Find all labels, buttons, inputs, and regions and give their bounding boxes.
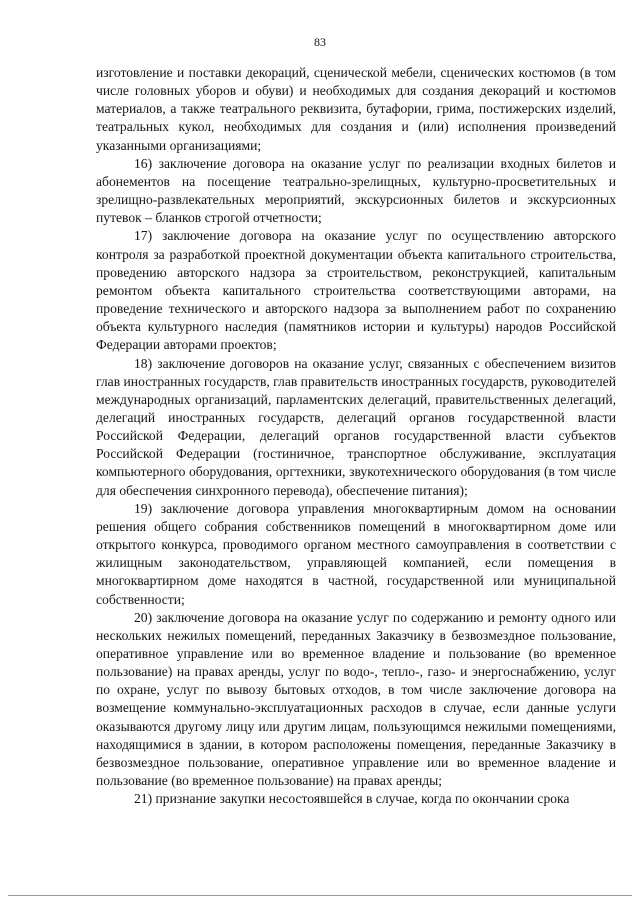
paragraph-item-19: 19) заключение договора управления многоквартирным домом на основании решения общего собрания собственников помещений в многоквартирном доме или открытого конкурса, проводимого органом местного самоуправления в соответствии с жилищным законодательством, управляющей компанией, если помещения в многоквартирном доме находятся в частной, государственной или муниципальной собственности; [96,500,616,607]
page-number: 83 [314,35,326,49]
bottom-divider [8,895,632,896]
paragraph-item-16: 16) заключение договора на оказание услуг по реализации входных билетов и абонементов на посещение театрально-зрелищных, культурно-просветительных и зрелищно-развлекательных мероприятий, экскурсионных билетов и экскурсионных путевок – бланков строгой отчетности; [96,155,616,226]
paragraph-item-21: 21) признание закупки несостоявшейся в случае, когда по окончании срока [134,791,570,807]
document-body [96,64,616,808]
paragraph-continuation: изготовление и поставки декораций, сценической мебели, сценических костюмов (в том числе головных уборов и обуви) и необходимых для создания декораций и костюмов материалов, а также театрального реквизита, бутафории, грима, постижерских изделий, театральных кукол, необходимых для создания и (или) исполнения произведений указанными организациями; [96,65,616,153]
paragraph-item-20: 20) заключение договора на оказание услуг по содержанию и ремонту одного или нескольких нежилых помещений, переданных Заказчику в безвозмездное пользование, оперативное управление или во временное владение и пользование (во временное пользование) на правах аренды, услуг по водо-, тепло-, газо- и энергоснабжению, услуг по охране, услуг по вывозу бытовых отходов, в том числе заключение договора на возмещение коммунально-эксплуатационных расходов в случае, если данные услуги оказываются другому лицу или другим лицам, пользующимся нежилыми помещениями, находящимися в здании, в котором расположены помещения, переданные Заказчику в безвозмездное пользование, оперативное управление или во временное владение и пользование (во временное пользование) на правах аренды; [96,609,616,789]
paragraph-item-17: 17) заключение договора на оказание услуг по осуществлению авторского контроля за разработкой проектной документации объекта капитального строительства, проведению авторского надзора за строительством, реконструкцией, капитальным ремонтом объекта капитального строительства соответствующими авторами, на проведение технического и авторского надзора за выполнением работ по сохранению объекта культурного наследия (памятников истории и культуры) народов Российской Федерации авторами проектов; [96,228,616,353]
paragraph-item-18: 18) заключение договоров на оказание услуг, связанных с обеспечением визитов глав иностранных государств, глав правительств иностранных государств, руководителей международных организаций, парламентских делегаций, правительственных делегаций, делегаций иностранных государств, делегаций органов государственной власти Российской Федерации, делегаций органов государственной власти субъектов Российской Федерации (гостиничное, транспортное обслуживание, эксплуатация компьютерного оборудования, оргтехники, звукотехнического оборудования (в том числе для обеспечения синхронного перевода), обеспечение питания); [96,355,616,498]
